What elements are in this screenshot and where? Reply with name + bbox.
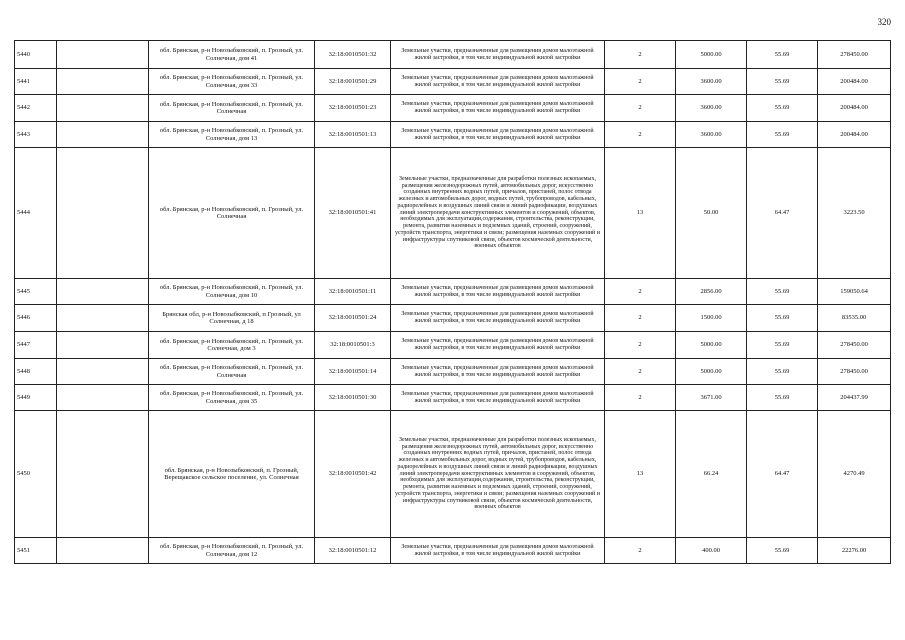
cadastral-number-cell: 32:18:0010501:32 [315,41,391,69]
use-group-cell: 2 [605,41,676,69]
address-cell: обл. Брянская, р-н Новозыбковский, п. Грозный, ул. Солнечная, дом 12 [149,538,315,564]
cadastral-value-cell: 278450.00 [818,332,891,359]
use-group-cell: 2 [605,122,676,148]
empty-cell [57,411,149,538]
area-cell: 3671.00 [676,385,747,411]
empty-cell [57,279,149,305]
table-row [15,305,891,332]
area-cell: 400.00 [676,538,747,564]
specific-value-cell: 55.69 [747,305,818,332]
row-number-cell: 5441 [15,69,57,95]
empty-cell [57,359,149,385]
cadastral-number-cell: 32:18:0010501:41 [315,148,391,279]
row-number-cell: 5446 [15,305,57,332]
land-registry-table [14,40,891,564]
land-use-cell: Земельные участки, предназначенные для разработки полезных ископаемых, размещения железнодорожных путей, автомобильных дорог, искусственно созданных внутренних водных путей, причалов, пристаней, полос отвода железных и автомобильных дорог, водных путей, трубопроводов, кабельных, радиорелейных и воздушных линий связи и линий радиофикации, воздушных линий электропередачи конструктивных элементов и сооружений, объектов, необходимых для эксплуатации,содержания, строительства, реконструкции, ремонта, развития наземных и подземных зданий, строений, сооружений, устройств транспорта, энергетики и связи; размещения наземных сооружений и инфраструктуры спутниковой связи, объектов космической деятельности, военных объектов [391,411,605,538]
table-row [15,95,891,122]
land-use-cell: Земельные участки, предназначенные для разработки полезных ископаемых, размещения железнодорожных путей, автомобильных дорог, искусственно созданных внутренних водных путей, причалов, пристаней, полос отвода железных и автомобильных дорог, водных путей, трубопроводов, кабельных, радиорелейных и воздушных линий связи и линий радиофикации, воздушных линий электропередачи конструктивных элементов и сооружений, объектов, необходимых для эксплуатации,содержания, строительства, реконструкции, ремонта, развития наземных и подземных зданий, строений, сооружений, устройств транспорта, энергетики и связи; размещения наземных сооружений и инфраструктуры спутниковой связи, объектов космической деятельности, военных объектов [391,148,605,279]
cadastral-value-cell: 200484.00 [818,95,891,122]
table-row [15,41,891,69]
cadastral-value-cell: 278450.00 [818,41,891,69]
use-group-cell: 2 [605,95,676,122]
use-group-cell: 2 [605,305,676,332]
empty-cell [57,41,149,69]
address-cell: обл. Брянская, р-н Новозыбковский, п. Грозный, ул. Солнечная, дом 3 [149,332,315,359]
specific-value-cell: 55.69 [747,385,818,411]
land-use-cell: Земельные участки, предназначенные для размещения домов малоэтажной жилой застройки, в том числе индивидуальной жилой застройки [391,69,605,95]
empty-cell [57,95,149,122]
table-row [15,279,891,305]
area-cell: 50.00 [676,148,747,279]
cadastral-number-cell: 32:18:0010501:29 [315,69,391,95]
specific-value-cell: 55.69 [747,122,818,148]
area-cell: 5000.00 [676,359,747,385]
address-cell: обл. Брянская, р-н Новозыбковский, п. Грозный, ул. Солнечная [149,95,315,122]
specific-value-cell: 55.69 [747,69,818,95]
cadastral-value-cell: 22276.00 [818,538,891,564]
land-use-cell: Земельные участки, предназначенные для размещения домов малоэтажной жилой застройки, в том числе индивидуальной жилой застройки [391,538,605,564]
cadastral-number-cell: 32:18:0010501:11 [315,279,391,305]
cadastral-number-cell: 32:18:0010501:12 [315,538,391,564]
table-row [15,332,891,359]
cadastral-number-cell: 32:18:0010501:14 [315,359,391,385]
use-group-cell: 13 [605,411,676,538]
address-cell: обл. Брянская, р-н Новозыбковский, п. Грозный, ул. Солнечная [149,148,315,279]
empty-cell [57,332,149,359]
land-use-cell: Земельные участки, предназначенные для размещения домов малоэтажной жилой застройки, в том числе индивидуальной жилой застройки [391,332,605,359]
use-group-cell: 2 [605,385,676,411]
cadastral-number-cell: 32:18:0010501:42 [315,411,391,538]
table-row [15,385,891,411]
specific-value-cell: 55.69 [747,359,818,385]
table-row [15,69,891,95]
cadastral-value-cell: 3223.50 [818,148,891,279]
use-group-cell: 2 [605,279,676,305]
use-group-cell: 2 [605,538,676,564]
row-number-cell: 5444 [15,148,57,279]
empty-cell [57,122,149,148]
address-cell: обл. Брянская, р-н Новозыбковский, п. Грозный, ул. Солнечная [149,359,315,385]
row-number-cell: 5445 [15,279,57,305]
specific-value-cell: 55.69 [747,95,818,122]
address-cell: обл. Брянская, р-н Новозыбковский, п. Грозный, ул. Солнечная, дом 10 [149,279,315,305]
specific-value-cell: 64.47 [747,411,818,538]
land-use-cell: Земельные участки, предназначенные для размещения домов малоэтажной жилой застройки, в том числе индивидуальной жилой застройки [391,305,605,332]
empty-cell [57,538,149,564]
cadastral-value-cell: 83535.00 [818,305,891,332]
cadastral-value-cell: 159050.64 [818,279,891,305]
cadastral-number-cell: 32:18:0010501:23 [315,95,391,122]
address-cell: обл. Брянская, р-н Новозыбковский, п. Грозный, ул. Солнечная, дом 13 [149,122,315,148]
cadastral-number-cell: 32:18:0010501:13 [315,122,391,148]
area-cell: 1500.00 [676,305,747,332]
empty-cell [57,148,149,279]
table-body [15,41,891,564]
cadastral-number-cell: 32:18:0010501:3 [315,332,391,359]
land-use-cell: Земельные участки, предназначенные для размещения домов малоэтажной жилой застройки, в том числе индивидуальной жилой застройки [391,41,605,69]
empty-cell [57,69,149,95]
empty-cell [57,385,149,411]
land-use-cell: Земельные участки, предназначенные для размещения домов малоэтажной жилой застройки, в том числе индивидуальной жилой застройки [391,385,605,411]
row-number-cell: 5447 [15,332,57,359]
row-number-cell: 5443 [15,122,57,148]
cadastral-value-cell: 278450.00 [818,359,891,385]
row-number-cell: 5450 [15,411,57,538]
use-group-cell: 2 [605,69,676,95]
cadastral-value-cell: 4270.49 [818,411,891,538]
specific-value-cell: 55.69 [747,41,818,69]
specific-value-cell: 55.69 [747,332,818,359]
empty-cell [57,305,149,332]
address-cell: обл. Брянская, р-н Новозыбковский, п. Грозный, Верещакское сельское поселение, ул. Солнечная [149,411,315,538]
area-cell: 3600.00 [676,95,747,122]
area-cell: 2856.00 [676,279,747,305]
table-row [15,122,891,148]
address-cell: обл. Брянская, р-н Новозыбковский, п. Грозный, ул. Солнечная, дом 33 [149,69,315,95]
specific-value-cell: 55.69 [747,279,818,305]
cadastral-value-cell: 200484.00 [818,69,891,95]
specific-value-cell: 55.69 [747,538,818,564]
table-row [15,538,891,564]
area-cell: 66.24 [676,411,747,538]
address-cell: обл. Брянская, р-н Новозыбковский, п. Грозный, ул. Солнечная, дом 41 [149,41,315,69]
cadastral-value-cell: 200484.00 [818,122,891,148]
table-row [15,411,891,538]
specific-value-cell: 64.47 [747,148,818,279]
row-number-cell: 5448 [15,359,57,385]
area-cell: 5000.00 [676,332,747,359]
area-cell: 3600.00 [676,69,747,95]
cadastral-value-cell: 204437.99 [818,385,891,411]
land-use-cell: Земельные участки, предназначенные для размещения домов малоэтажной жилой застройки, в том числе индивидуальной жилой застройки [391,122,605,148]
use-group-cell: 2 [605,332,676,359]
land-use-cell: Земельные участки, предназначенные для размещения домов малоэтажной жилой застройки, в том числе индивидуальной жилой застройки [391,95,605,122]
row-number-cell: 5440 [15,41,57,69]
cadastral-number-cell: 32:18:0010501:24 [315,305,391,332]
use-group-cell: 13 [605,148,676,279]
table-row [15,359,891,385]
row-number-cell: 5451 [15,538,57,564]
cadastral-number-cell: 32:18:0010501:30 [315,385,391,411]
row-number-cell: 5442 [15,95,57,122]
address-cell: обл. Брянская, р-н Новозыбковский, п. Грозный, ул. Солнечная, дом 35 [149,385,315,411]
area-cell: 5000.00 [676,41,747,69]
page-number: 320 [877,17,891,27]
area-cell: 3600.00 [676,122,747,148]
address-cell: Брянская обл, р-н Новозыбковский, п Грозный, ул Солнечная, д 18 [149,305,315,332]
land-use-cell: Земельные участки, предназначенные для размещения домов малоэтажной жилой застройки, в том числе индивидуальной жилой застройки [391,359,605,385]
table-row [15,148,891,279]
use-group-cell: 2 [605,359,676,385]
row-number-cell: 5449 [15,385,57,411]
land-use-cell: Земельные участки, предназначенные для размещения домов малоэтажной жилой застройки, в том числе индивидуальной жилой застройки [391,279,605,305]
